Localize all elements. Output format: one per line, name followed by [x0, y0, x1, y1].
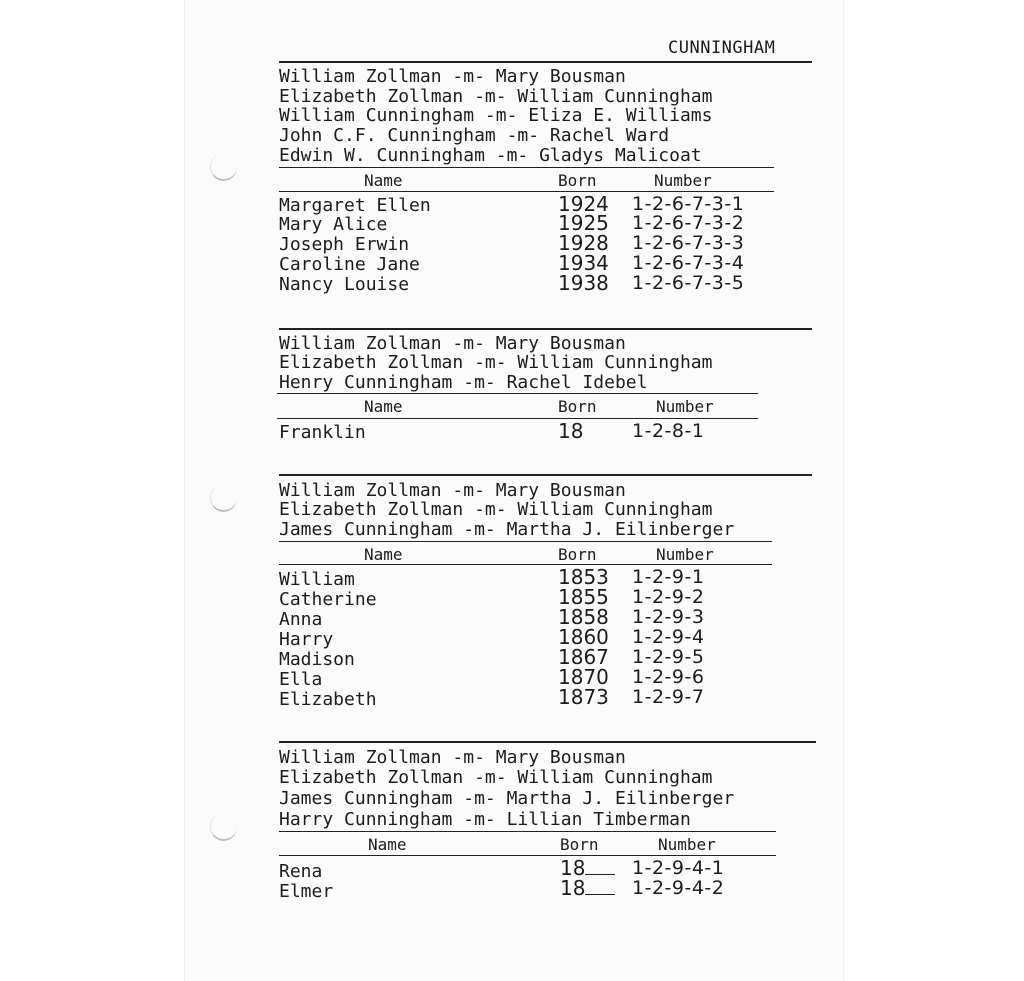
child-born: [560, 878, 615, 898]
child-number: 1-2-6-7-3-3: [632, 232, 745, 254]
child-name: Rena: [279, 861, 323, 882]
child-born: 1928: [558, 231, 609, 255]
child-number: 1-2-8-1: [632, 420, 705, 442]
child-name: Joseph Erwin: [279, 234, 410, 255]
lineage-line: John C.F. Cunningham -m- Rachel Ward: [279, 125, 670, 146]
child-born: 1867: [558, 645, 609, 669]
child-number: 1-2-6-7-3-1: [632, 193, 745, 215]
child-name: Anna: [279, 609, 323, 630]
lineage-line: Edwin W. Cunningham -m- Gladys Malicoat: [279, 145, 702, 166]
child-name: Caroline Jane: [279, 254, 420, 275]
section-divider: [279, 328, 812, 330]
child-number: 1-2-6-7-3-4: [632, 252, 745, 274]
child-number: 1-2-9-6: [632, 666, 705, 688]
column-header-born: Born: [558, 171, 597, 190]
child-born: 1853: [558, 565, 609, 589]
child-name: Harry: [279, 629, 334, 650]
child-born: [560, 858, 615, 878]
lineage-line: James Cunningham -m- Martha J. Eilinberger: [279, 519, 735, 540]
section-rule: [279, 541, 772, 542]
blank-year-line: [585, 880, 615, 895]
child-number: 1-2-9-4: [632, 626, 705, 648]
header-rule: [279, 564, 772, 565]
header-rule: [279, 855, 776, 856]
top-rule: [279, 61, 812, 63]
column-header-number: Number: [656, 545, 714, 564]
child-born-value: 18: [560, 856, 586, 880]
section-rule: [277, 393, 758, 394]
blank-year-line: [585, 860, 615, 875]
lineage-line: William Zollman -m- Mary Bousman: [279, 480, 626, 501]
lineage-line: Elizabeth Zollman -m- William Cunningham: [279, 352, 713, 373]
child-number: 1-2-9-5: [632, 646, 705, 668]
child-born: 1855: [558, 585, 609, 609]
column-header-number: Number: [654, 171, 712, 190]
child-number: 1-2-9-7: [632, 686, 705, 708]
child-born: 1870: [558, 665, 609, 689]
child-name: William: [279, 569, 355, 590]
child-born: 1925: [558, 211, 609, 235]
child-name: Elmer: [279, 881, 334, 902]
child-number: 1-2-9-1: [632, 566, 705, 588]
section-rule: [279, 167, 774, 168]
child-born: 1858: [558, 605, 609, 629]
column-header-number: Number: [658, 835, 716, 854]
column-header-born: Born: [558, 545, 597, 564]
section-rule: [279, 831, 776, 832]
child-number: 1-2-9-4-2: [632, 877, 725, 899]
punch-hole: [210, 153, 237, 181]
child-number: 1-2-9-4-1: [632, 857, 725, 879]
lineage-line: James Cunningham -m- Martha J. Eilinberger: [279, 788, 735, 809]
column-header-born: Born: [558, 397, 597, 416]
column-header-born: Born: [560, 835, 599, 854]
child-born: 1860: [558, 625, 609, 649]
lineage-line: Henry Cunningham -m- Rachel Idebel: [279, 372, 648, 393]
column-header-name: Name: [364, 545, 403, 564]
child-number: 1-2-6-7-3-2: [632, 212, 745, 234]
child-name: Mary Alice: [279, 214, 388, 235]
child-number: 1-2-6-7-3-5: [632, 272, 745, 294]
child-number: 1-2-9-3: [632, 606, 705, 628]
lineage-line: William Cunningham -m- Eliza E. Williams: [279, 105, 713, 126]
section-divider: [279, 741, 816, 743]
lineage-line: Elizabeth Zollman -m- William Cunningham: [279, 499, 713, 520]
column-header-number: Number: [656, 397, 714, 416]
column-header-name: Name: [368, 835, 407, 854]
punch-hole: [210, 484, 237, 512]
child-born: 1938: [558, 271, 609, 295]
child-name: Ella: [279, 669, 323, 690]
header-rule: [277, 418, 758, 419]
column-header-name: Name: [364, 397, 403, 416]
lineage-line: Elizabeth Zollman -m- William Cunningham: [279, 86, 713, 107]
child-name: Nancy Louise: [279, 274, 410, 295]
child-name: Franklin: [279, 422, 366, 443]
child-born: 18: [558, 419, 584, 443]
lineage-line: William Zollman -m- Mary Bousman: [279, 333, 626, 354]
child-name: Madison: [279, 649, 355, 670]
child-name: Margaret Ellen: [279, 195, 431, 216]
column-header-name: Name: [364, 171, 403, 190]
lineage-line: William Zollman -m- Mary Bousman: [279, 66, 626, 87]
child-born: 1924: [558, 192, 609, 216]
child-born-value: 18: [560, 876, 586, 900]
lineage-line: William Zollman -m- Mary Bousman: [279, 747, 626, 768]
lineage-line: Elizabeth Zollman -m- William Cunningham: [279, 767, 713, 788]
child-number: 1-2-9-2: [632, 586, 705, 608]
section-divider: [279, 474, 812, 476]
surname-heading: CUNNINGHAM: [668, 38, 776, 58]
child-born: 1934: [558, 251, 609, 275]
child-born: 1873: [558, 685, 609, 709]
header-rule: [279, 191, 774, 192]
child-name: Catherine: [279, 589, 377, 610]
punch-hole: [210, 813, 237, 841]
child-name: Elizabeth: [279, 689, 377, 710]
lineage-line: Harry Cunningham -m- Lillian Timberman: [279, 809, 691, 830]
